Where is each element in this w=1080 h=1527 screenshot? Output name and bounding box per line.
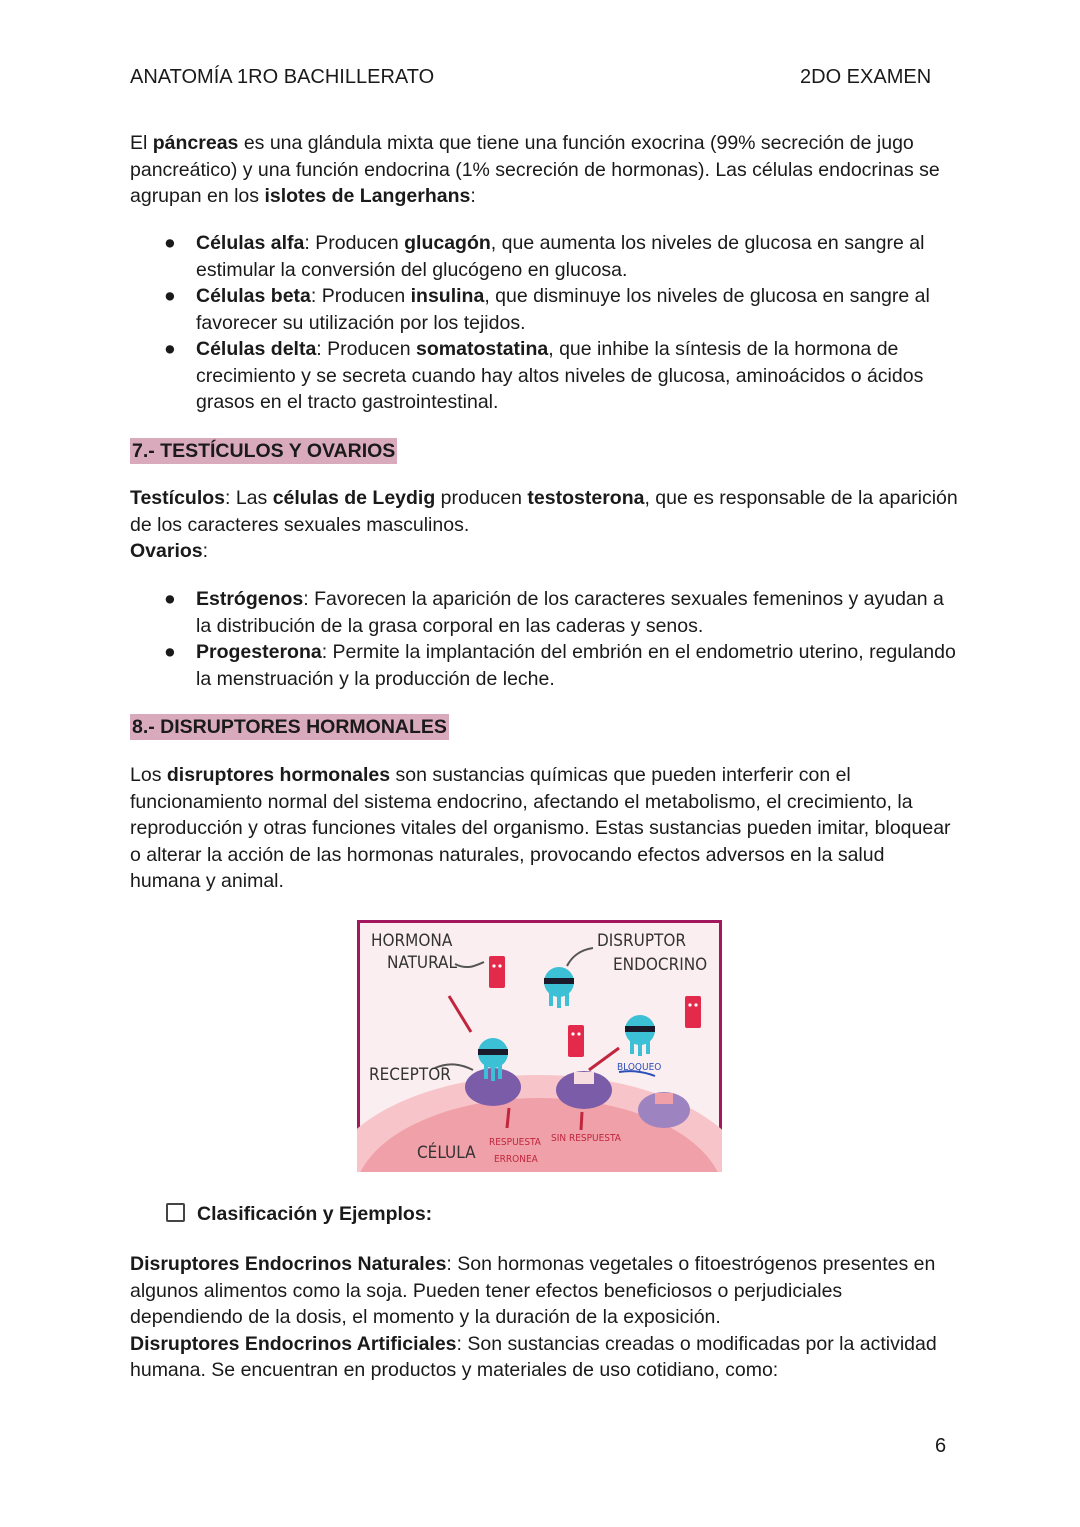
header-subject: ANATOMÍA 1RO BACHILLERATO <box>130 66 435 88</box>
pancreas-paragraph <box>130 130 960 210</box>
text-run: : Las <box>225 487 273 509</box>
text-run: : Producen <box>310 285 411 307</box>
text-run: : Favorecen la aparición de los caracteres sexuales femeninos y ayudan a la distribución de la grasa corporal en las caderas y senos. <box>196 588 944 637</box>
text-run: : Son sustancias creadas o modificadas por la actividad humana. Se encuentran en productos y materiales de uso cotidiano, como: <box>130 1332 937 1381</box>
term: Células alfa <box>196 232 305 254</box>
text-run: producen <box>435 487 528 509</box>
term: Estrógenos <box>196 588 304 610</box>
text-run: , que disminuye los niveles de glucosa en sangre al favorecer su utilización por los tejidos. <box>196 285 930 334</box>
ovarios-list <box>164 586 956 692</box>
clasificacion-item <box>166 1203 432 1226</box>
testiculos-paragraph <box>130 485 960 565</box>
term-ovarios: Ovarios <box>130 540 203 562</box>
term: células de Leydig <box>272 487 436 509</box>
text-run: : <box>202 540 209 562</box>
clasificacion-paragraph <box>130 1251 960 1384</box>
label-sin-respuesta: SIN RESPUESTA <box>551 1133 621 1144</box>
checkbox[interactable] <box>166 1203 185 1222</box>
text-run: , que inhibe la síntesis de la hormona de crecimiento y se secreta cuando hay altos niveles de glucosa, aminoácidos o ácidos grasos en el tracto gastrointestinal. <box>196 338 924 413</box>
term: somatostatina <box>416 338 549 360</box>
label-disruptor-2: ENDOCRINO <box>613 955 708 975</box>
term: Disruptores Endocrinos Naturales <box>130 1253 447 1275</box>
term: Disruptores Endocrinos Artificiales <box>130 1332 457 1355</box>
list-item-progesterona <box>164 639 956 692</box>
list-item-delta <box>164 336 956 416</box>
text-run: , que es responsable de la aparición de los caracteres sexuales masculinos. <box>130 487 958 536</box>
label-hormona-2: NATURAL <box>387 953 458 973</box>
hormone-icon <box>568 1025 584 1057</box>
text-run: son sustancias químicas que pueden interferir con el funcionamiento normal del sistema endocrino, afectando el metabolismo, el crecimiento, la reproducción y otras funciones vitales del organismo. Estas sustancias pueden imitar, bloquear o alterar la acción de las hormonas naturales, provocando efectos adversos en la salud humana y animal. <box>130 764 951 892</box>
term: Progesterona <box>196 641 322 663</box>
text-run: : Producen <box>304 232 405 254</box>
page-number: 6 <box>935 1435 947 1457</box>
term: testosterona <box>527 487 645 509</box>
bullet-icon: ● <box>164 588 176 610</box>
list-item-alfa <box>164 230 956 283</box>
hormone-icon <box>685 996 701 1028</box>
disruptor-diagram <box>357 920 722 1172</box>
text-run: : Producen <box>316 338 417 360</box>
bullet-icon: ● <box>164 285 176 307</box>
text-run: : <box>470 185 476 207</box>
receptor-shape-3 <box>638 1092 690 1128</box>
term-islotes: islotes de Langerhans <box>264 185 471 207</box>
text-run: El <box>130 132 153 154</box>
label-bloqueo: BLOQUEO <box>617 1062 662 1073</box>
text-run: : Permite la implantación del embrión en el endometrio uterino, regulando la menstruación y la producción de leche. <box>196 641 956 690</box>
section-heading-8: 8.- DISRUPTORES HORMONALES <box>132 716 447 738</box>
label-respuesta-1: RESPUESTA <box>489 1137 541 1148</box>
text-run: , que aumenta los niveles de glucosa en sangre al estimular la conversión del glucógeno en glucosa. <box>196 232 925 281</box>
bullet-icon: ● <box>164 232 176 254</box>
clasificacion-label: Clasificación y Ejemplos: <box>197 1203 433 1225</box>
hormone-icon <box>489 956 505 988</box>
text-run: : Son hormonas vegetales o fitoestrógenos presentes en algunos alimentos como la soja. Pueden tener efectos beneficiosos o perjudiciales dependiendo de la dosis, el momento y la duración de la exposición. <box>130 1253 936 1328</box>
list-item-estrogenos <box>164 586 956 639</box>
arrow-icon <box>507 1108 509 1128</box>
pancreas-cells-list <box>164 230 956 416</box>
term: Células delta <box>196 338 317 360</box>
label-celula: CÉLULA <box>417 1143 476 1163</box>
label-disruptor-1: DISRUPTOR <box>597 931 687 951</box>
term: glucagón <box>404 232 491 254</box>
term: Testículos <box>130 487 225 509</box>
arrow-icon <box>581 1112 582 1130</box>
disruptores-paragraph <box>130 762 960 895</box>
term-pancreas: páncreas <box>152 132 239 154</box>
term: Células beta <box>196 285 311 307</box>
label-receptor: RECEPTOR <box>369 1065 451 1085</box>
bullet-icon: ● <box>164 338 176 360</box>
label-respuesta-2: ERRONEA <box>494 1154 538 1165</box>
text-run: Los <box>130 764 167 786</box>
list-item-beta <box>164 283 956 336</box>
term: disruptores hormonales <box>166 764 391 786</box>
bullet-icon: ● <box>164 641 176 663</box>
label-hormona-1: HORMONA <box>371 931 453 951</box>
term: insulina <box>410 285 485 307</box>
header-exam: 2DO EXAMEN <box>800 66 932 88</box>
section-heading-7: 7.- TESTÍCULOS Y OVARIOS <box>132 440 396 462</box>
receptor-shape-2 <box>556 1071 612 1109</box>
text-run: es una glándula mixta que tiene una función exocrina (99% secreción de jugo pancreático) y una función endocrina (1% secreción de hormonas). Las células endocrinas se agrupan en los <box>130 132 940 207</box>
